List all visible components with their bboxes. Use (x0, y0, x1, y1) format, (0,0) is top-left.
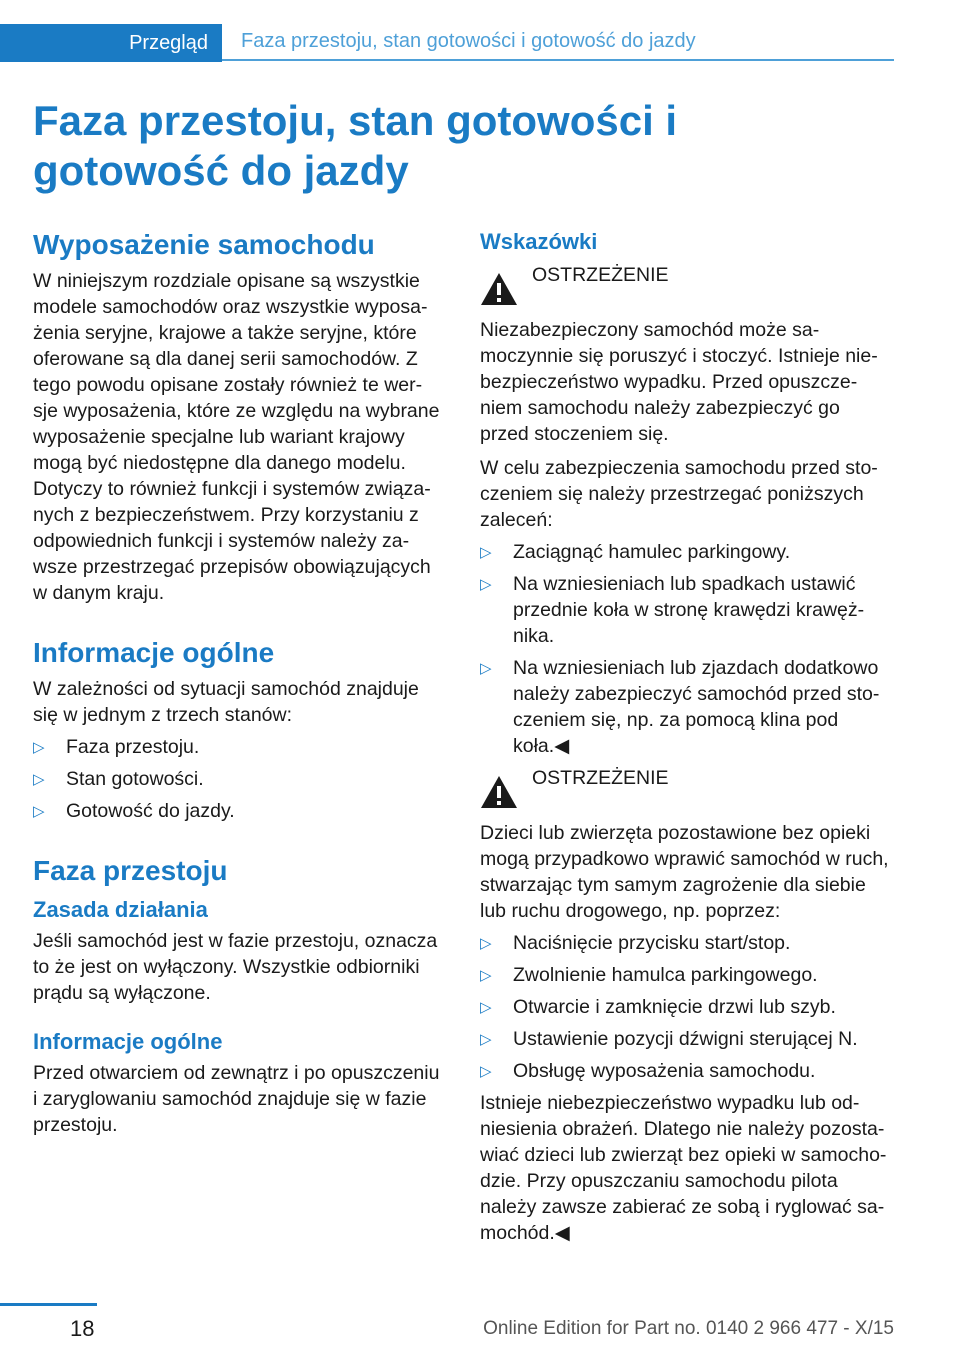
section-heading-standby: Faza przestoju (33, 855, 228, 886)
section-heading-general: Informacje ogólne (33, 637, 275, 668)
list-item: ▷ Zwolnienie hamulca parkingowego. (480, 962, 894, 988)
list-item: ▷ Na wzniesieniach lub spadkach ustawić przednie koła w stronę krawędzi krawęż‐ nika. (480, 571, 894, 649)
subheading-principle: Zasada działania (33, 897, 208, 922)
list-item: ▷ Naciśnięcie przycisku start/stop. (480, 930, 894, 956)
warning-body: Dzieci lub zwierzęta pozostawione bez opieki mogą przypadkowo wprawić samochód w ruch, stwarzając tym samym zagrożenie dla siebie lub ruchu drogowego, np. poprzez: (480, 822, 889, 922)
list-item: ▷ Stan gotowości. (33, 766, 445, 792)
left-column (33, 228, 445, 1138)
header-tab[interactable] (0, 24, 222, 62)
paragraph-prevention: W celu zabezpieczenia samochodu przed sto‐ czeniem się należy przestrzegać poniższych zaleceń: (480, 457, 878, 531)
list-item: ▷ Otwarcie i zamknięcie drzwi lub szyb. (480, 994, 894, 1020)
page-number: 18 (70, 1316, 95, 1341)
header-title: Faza przestoju, stan gotowości i gotowość do jazdy (241, 30, 696, 52)
subheading-general: Informacje ogólne (33, 1029, 223, 1054)
page-title: Faza przestoju, stan gotowości i gotowość do jazdy (33, 97, 678, 194)
list-item: ▷ Obsługę wyposażenia samochodu. (480, 1058, 894, 1084)
tips-heading: Wskazówki (480, 229, 598, 254)
header-divider (222, 59, 894, 61)
hazard-list (480, 930, 894, 1084)
footer-edition: Online Edition for Part no. 0140 2 966 477 - X/15 (483, 1318, 894, 1339)
prevention-list (480, 539, 894, 759)
states-list (33, 734, 445, 824)
right-column (480, 228, 894, 1246)
section-body-equipment: W niniejszym rozdziale opisane są wszystkie modele samochodów oraz wszystkie wyposa‐ żenia seryjne, krajowe a także seryjne, które oferowane są dla danej serii samochodów. Z tego powodu opisane zostały również te wer‐ sje wyposażenia, które ze względu na wybrane wyposażenie specjalne lub wariant krajowy mogą być niedostępne dla danego modelu. Dotyczy to również funkcji i systemów związa‐ nych z bezpieczeństwem. Przy korzystaniu z odpowiednich funkcji i systemów należy za‐ wsze przestrzegać przepisów obowiązujących w danym kraju. (33, 270, 440, 604)
footer-divider (0, 1303, 97, 1306)
section-body-general: W zależności od sytuacji samochód znajduje się w jednym z trzech stanów: (33, 678, 419, 726)
warning-body: Niezabezpieczony samochód może sa‐ moczynnie się poruszyć i stoczyć. Istnieje nie‐ bezpieczeństwo wypadku. Przed opuszcze‐ niem samochodu należy zabezpieczyć go przed stoczeniem się. (480, 319, 878, 445)
header-tab-label: Przegląd (129, 31, 208, 54)
warning-block-1 (480, 262, 894, 313)
subsection-body-principle: Jeśli samochód jest w fazie przestoju, oznacza to że jest on wyłączony. Wszystkie odbiorniki prądu są wyłączone. (33, 930, 438, 1004)
section-heading-equipment: Wyposażenie samochodu (33, 229, 375, 260)
subsection-body-general: Przed otwarciem od zewnątrz i po opuszczeniu i zaryglowaniu samochód znajduje się w fazie przestoju. (33, 1062, 440, 1136)
warning-label: OSTRZEŻENIE (532, 767, 669, 789)
list-item: ▷ Zaciągnąć hamulec parkingowy. (480, 539, 894, 565)
list-item: ▷ Faza przestoju. (33, 734, 445, 760)
list-item: ▷ Na wzniesieniach lub zjazdach dodatkowo należy zabezpieczyć samochód przed sto‐ czeniem się, np. za pomocą klina pod koła.◀ (480, 655, 894, 759)
warning-triangle-icon (480, 272, 518, 313)
warning-label: OSTRZEŻENIE (532, 264, 669, 286)
warning-triangle-icon (480, 775, 518, 816)
list-item: ▷ Ustawienie pozycji dźwigni sterującej N. (480, 1026, 894, 1052)
warning-block-2 (480, 765, 894, 816)
list-item: ▷ Gotowość do jazdy. (33, 798, 445, 824)
paragraph-danger: Istnieje niebezpieczeństwo wypadku lub od‐ niesienia obrażeń. Dlatego nie należy pozosta‐ wiać dzieci lub zwierząt bez opieki w samocho‐ dzie. Przy opuszczaniu samochodu pilota należy zawsze zabierać ze sobą i ryglować sa‐ mochód.◀ (480, 1092, 887, 1244)
